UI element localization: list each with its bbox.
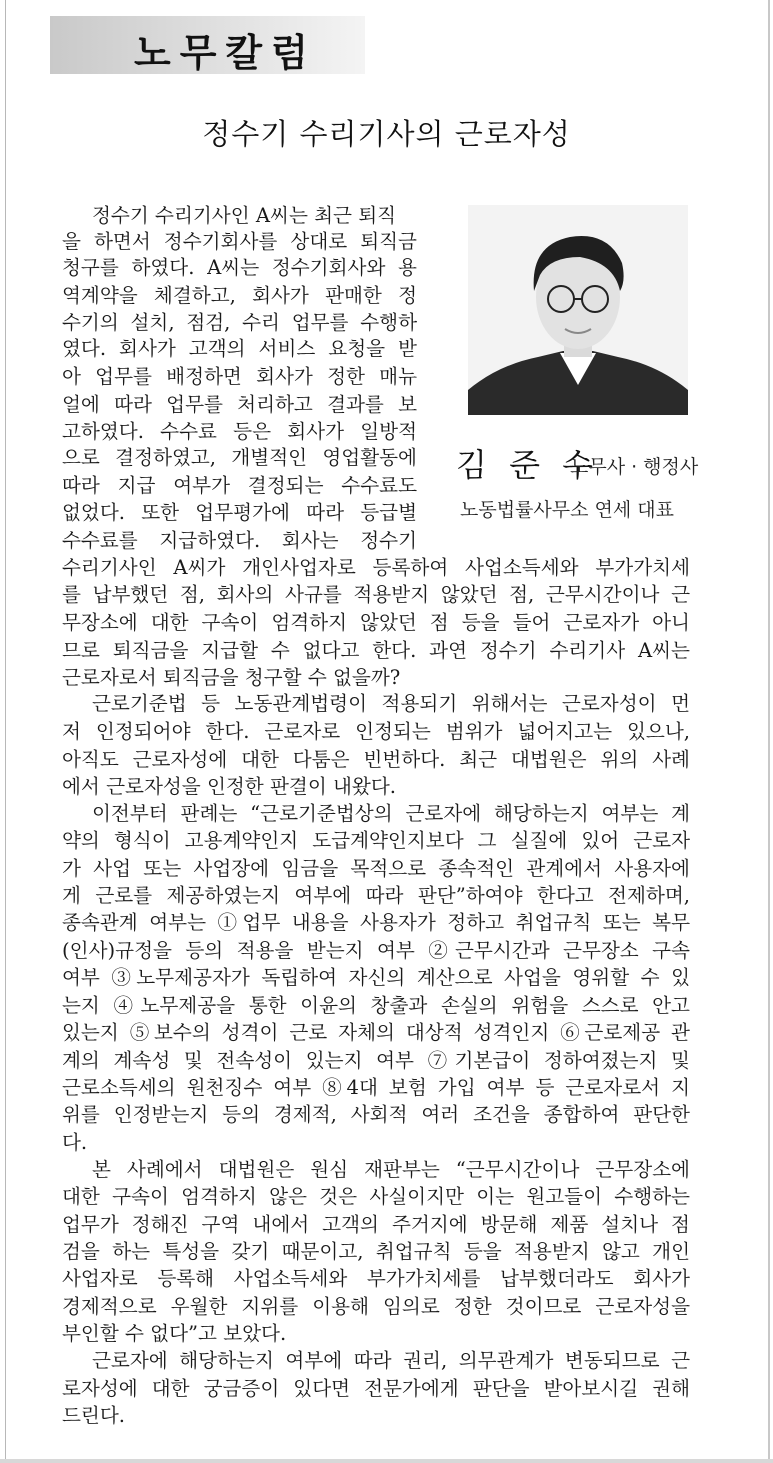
body-line: 얼에 따라 업무를 처리하고 결과를 보	[62, 393, 417, 416]
author-photo	[468, 205, 688, 415]
body-line: 청구를 하였다. A씨는 정수기회사와 용	[62, 256, 417, 279]
body-line: 여부 ③노무제공자가 독립하여 자신의 계산으로 사업을 영위할 수 있	[62, 966, 690, 989]
body-line: 저 인정되어야 한다. 근로자로 인정되는 범위가 넓어지고는 있으나,	[62, 720, 690, 743]
body-line: 약의 형식이 고용계약인지 도급계약인지보다 그 실질에 있어 근로자	[62, 829, 690, 852]
body-line: 다.	[62, 1131, 88, 1154]
article-headline: 정수기 수리기사의 근로자성	[202, 117, 571, 151]
body-line: 위를 인정받는지 등의 경제적, 사회적 여러 조건을 종합하여 판단한	[62, 1103, 690, 1126]
body-line: 으로 결정하였고, 개별적인 영업활동에	[62, 446, 417, 469]
body-line: 근로소득세의 원천징수 여부 ⑧4대 보험 가입 여부 등 근로자로서 지	[62, 1076, 690, 1099]
body-line: 를 납부했던 점, 회사의 사규를 적용받지 않았던 점, 근무시간이나 근	[62, 583, 690, 606]
body-line: 였다. 회사가 고객의 서비스 요청을 받	[62, 337, 417, 360]
body-line: 부인할 수 없다”고 보았다.	[62, 1322, 287, 1345]
author-title: 노무사 · 행정사	[570, 456, 699, 478]
body-line: 경제적으로 우월한 지위를 이용해 임의로 정한 것이므로 근로자성을	[62, 1295, 690, 1318]
body-line: (인사)규정을 등의 적용을 받는지 여부 ②근무시간과 근무장소 구속	[62, 939, 690, 962]
body-line: 수기의 설치, 점검, 수리 업무를 수행하	[62, 311, 417, 334]
body-line: 을 하면서 정수기회사를 상대로 퇴직금	[62, 230, 417, 253]
author-portrait-icon	[468, 205, 688, 415]
body-line: 근로기준법 등 노동관계법령이 적용되기 위해서는 근로자성이 먼	[92, 692, 690, 715]
body-line: 사업자로 등록해 사업소득세와 부가가치세를 납부했더라도 회사가	[62, 1267, 690, 1290]
body-line: 있는지 ⑤보수의 성격이 근로 자체의 대상적 성격인지 ⑥근로제공 관	[62, 1021, 690, 1044]
body-line: 본 사례에서 대법원은 원심 재판부는 “근무시간이나 근무장소에	[92, 1158, 690, 1181]
body-line: 이전부터 판례는 “근로기준법상의 근로자에 해당하는지 여부는 계	[92, 802, 690, 825]
column-tag	[50, 16, 365, 74]
body-line: 정수기 수리기사인 A씨는 최근 퇴직	[92, 204, 397, 227]
body-line: 없었다. 또한 업무평가에 따라 등급별	[62, 501, 417, 524]
body-line: 수리기사인 A씨가 개인사업자로 등록하여 사업소득세와 부가가치세	[62, 556, 690, 579]
body-line: 업무가 정해진 구역 내에서 고객의 주거지에 방문해 제품 설치나 점	[62, 1213, 690, 1236]
page-frame-left	[5, 0, 6, 1463]
body-line: 아직도 근로자성에 대한 다툼은 빈번하다. 최근 대법원은 위의 사례	[62, 748, 690, 771]
page-frame-bottom	[0, 1459, 773, 1463]
page-frame-right	[768, 0, 770, 1463]
body-line: 근로자로서 퇴직금을 청구할 수 없을까?	[62, 666, 401, 689]
body-line: 드린다.	[62, 1404, 126, 1427]
body-line: 아 업무를 배정하면 회사가 정한 매뉴	[62, 365, 417, 388]
body-line: 대한 구속이 엄격하지 않은 것은 사실이지만 이는 원고들이 수행하는	[62, 1185, 690, 1208]
body-line: 계의 계속성 및 전속성이 있는지 여부 ⑦기본급이 정하여졌는지 및	[62, 1049, 690, 1072]
body-line: 가 사업 또는 사업장에 임금을 목적으로 종속적인 관계에서 사용자에	[62, 857, 690, 880]
body-line: 수수료를 지급하였다. 회사는 정수기	[62, 529, 417, 552]
body-line: 에서 근로자성을 인정한 판결이 내왔다.	[62, 775, 396, 798]
author-name: 김 준 수	[456, 446, 600, 484]
author-org: 노동법률사무소 연세 대표	[460, 499, 674, 521]
body-line: 종속관계 여부는 ①업무 내용을 사용자가 정하고 취업규칙 또는 복무	[62, 911, 690, 934]
body-line: 게 근로를 제공하였는지 여부에 따라 판단”하여야 한다고 전제하며,	[62, 884, 690, 907]
body-line: 근로자에 해당하는지 여부에 따라 권리, 의무관계가 변동되므로 근	[92, 1349, 690, 1372]
body-line: 로자성에 대한 궁금증이 있다면 전문가에게 판단을 받아보시길 권해	[62, 1377, 690, 1400]
body-line: 는지 ④노무제공을 통한 이윤의 창출과 손실의 위험을 스스로 안고	[62, 994, 690, 1017]
body-line: 고하였다. 수수료 등은 회사가 일방적	[62, 420, 417, 443]
body-line: 역계약을 체결하고, 회사가 판매한 정	[62, 284, 417, 307]
column-tag-label: 노무칼럼	[134, 31, 317, 75]
body-line: 므로 퇴직금을 지급할 수 없다고 한다. 과연 정수기 수리기사 A씨는	[62, 639, 690, 662]
body-line: 무장소에 대한 구속이 엄격하지 않았던 점 등을 들어 근로자가 아니	[62, 611, 690, 634]
body-line: 검을 하는 특성을 갖기 때문이고, 취업규칙 등을 적용받지 않고 개인	[62, 1240, 690, 1263]
body-line: 따라 지급 여부가 결정되는 수수료도	[62, 474, 417, 497]
